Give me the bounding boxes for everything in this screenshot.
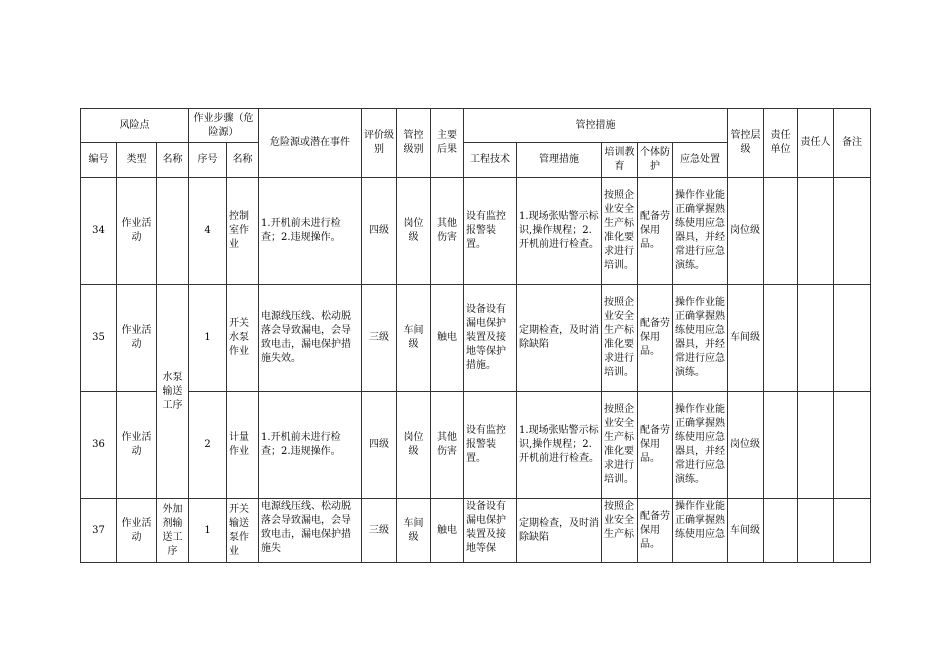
row-name: 外加剂输送工序: [157, 499, 189, 563]
row-resp-unit: [764, 178, 798, 285]
row-no: 34: [81, 178, 117, 285]
row-emergency: 操作作业能正确掌握熟练使用应急器具，并经常进行应急演练。: [673, 285, 728, 392]
row-no: 36: [81, 392, 117, 499]
row-type: 作业活动: [117, 178, 157, 285]
row-type: 作业活动: [117, 392, 157, 499]
row-eng-tech: 设有监控报警装置。: [464, 392, 517, 499]
row-emergency: [673, 499, 728, 563]
header-ppe: 个体防护: [638, 143, 673, 178]
row-remark: [834, 285, 871, 392]
header-control-level: 管控级别: [397, 109, 431, 178]
row-seq: 2: [189, 392, 227, 499]
row-group-name: 水泵输送工序: [157, 285, 189, 499]
row-hazard: [259, 499, 362, 563]
row-step: 控制室作业: [227, 178, 259, 285]
row-consequence: 其他伤害: [431, 178, 464, 285]
header-resp-person: 责任人: [798, 109, 834, 178]
header-hazard-event: 危险源或潜在事件: [259, 109, 362, 178]
row-ppe: 配备劳保用品。: [638, 285, 673, 392]
row-eng-tech: 设备设有漏电保护装置及接地等保护措施。: [464, 285, 517, 392]
header-eval-level: 评价级别: [362, 109, 397, 178]
row-training: [602, 499, 638, 563]
header-name: 名称: [157, 143, 189, 178]
row-hazard: 1.开机前未进行检查；2.违规操作。: [259, 392, 362, 499]
row-step: 计量作业: [227, 392, 259, 499]
row-training: 按照企业安全生产标准化要求进行培训。: [602, 285, 638, 392]
header-remark: 备注: [834, 109, 871, 178]
row-eval-level: 三级: [362, 285, 397, 392]
row-consequence: 其他伤害: [431, 392, 464, 499]
row-eval-level: 四级: [362, 178, 397, 285]
row-mgmt: 1.现场张贴警示标识,操作规程；2.开机前进行检查。: [517, 392, 602, 499]
row-resp-unit: [764, 392, 798, 499]
header-training: 培训教育: [602, 143, 638, 178]
row-seq: 1: [189, 285, 227, 392]
row-ppe: 配备劳保用品。: [638, 499, 673, 563]
row-eval-level: 三级: [362, 499, 397, 563]
row-emergency: 操作作业能正确掌握熟练使用应急器具，并经常进行应急演练。: [673, 178, 728, 285]
row-ppe: 配备劳保用品。: [638, 178, 673, 285]
risk-control-table: [80, 108, 871, 563]
row-remark: [834, 392, 871, 499]
row-eng-tech: [464, 499, 517, 563]
row-type: 作业活动: [117, 285, 157, 392]
row-hazard-text: 电源线压线、松动脱落会导致漏电，会导致电击，漏电保护措施失: [261, 501, 352, 554]
header-risk-point: 风险点: [81, 109, 189, 143]
header-eng-tech: 工程技术: [464, 143, 517, 178]
row-consequence: 触电: [431, 285, 464, 392]
row-training: 按照企业安全生产标准化要求进行培训。: [602, 392, 638, 499]
row-control-level: 车间级: [397, 285, 431, 392]
row-eng-tech: 设有监控报警装置。: [464, 178, 517, 285]
row-remark: [834, 178, 871, 285]
row-consequence: 触电: [431, 499, 464, 563]
row-resp-unit: [764, 285, 798, 392]
table-row: [81, 392, 871, 499]
header-control-tier: 管控层级: [728, 109, 764, 178]
row-name-empty: [157, 178, 189, 285]
header-emergency: 应急处置: [673, 143, 728, 178]
row-seq: 1: [189, 499, 227, 563]
row-resp-person: [798, 392, 834, 499]
row-seq: 4: [189, 178, 227, 285]
row-hazard: 电源线压线、松动脱落会导致漏电，会导致电击，漏电保护措施失效。: [259, 285, 362, 392]
row-no: 35: [81, 285, 117, 392]
row-control-level: 岗位级: [397, 392, 431, 499]
header-resp-unit: 责任单位: [764, 109, 798, 178]
row-control-tier: 岗位级: [728, 392, 764, 499]
row-mgmt: 定期检查，及时消除缺陷: [517, 285, 602, 392]
header-seq: 序号: [189, 143, 227, 178]
row-resp-person: [798, 178, 834, 285]
row-type: 作业活动: [117, 499, 157, 563]
row-training-text: 按照企业安全生产标: [604, 501, 635, 540]
row-emergency: 操作作业能正确掌握熟练使用应急器具，并经常进行应急演练。: [673, 392, 728, 499]
table-row: [81, 285, 871, 392]
row-control-tier: 岗位级: [728, 178, 764, 285]
row-ppe: 配备劳保用品。: [638, 392, 673, 499]
header-work-step: 作业步骤（危险源）: [189, 109, 259, 143]
row-emergency-text: 操作作业能正确掌握熟练使用应急: [675, 501, 726, 540]
row-resp-person: [798, 285, 834, 392]
row-no: 37: [81, 499, 117, 563]
table-row: [81, 178, 871, 285]
row-control-tier: 车间级: [728, 285, 764, 392]
row-eng-tech-text: 设备设有漏电保护装置及接地等保: [466, 501, 507, 554]
row-mgmt: 1.现场张贴警示标识,操作规程；2.开机前进行检查。: [517, 178, 602, 285]
header-type: 类型: [117, 143, 157, 178]
row-hazard: 1.开机前未进行检查；2.违规操作。: [259, 178, 362, 285]
header-mgmt: 管理措施: [517, 143, 602, 178]
row-step: 开关水泵作业: [227, 285, 259, 392]
row-eval-level: 四级: [362, 392, 397, 499]
table-row: [81, 499, 871, 563]
header-main-consequence: 主要后果: [431, 109, 464, 178]
header-step-name: 名称: [227, 143, 259, 178]
row-control-tier: 车间级: [728, 499, 764, 563]
header-control-measures: 管控措施: [464, 109, 728, 143]
row-control-level: 车间级: [397, 499, 431, 563]
row-remark: [834, 499, 871, 563]
row-step: 开关输送泵作业: [227, 499, 259, 563]
row-training: 按照企业安全生产标准化要求进行培训。: [602, 178, 638, 285]
row-resp-person: [798, 499, 834, 563]
row-mgmt: 定期检查，及时消除缺陷: [517, 499, 602, 563]
row-control-level: 岗位级: [397, 178, 431, 285]
row-resp-unit: [764, 499, 798, 563]
header-no: 编号: [81, 143, 117, 178]
